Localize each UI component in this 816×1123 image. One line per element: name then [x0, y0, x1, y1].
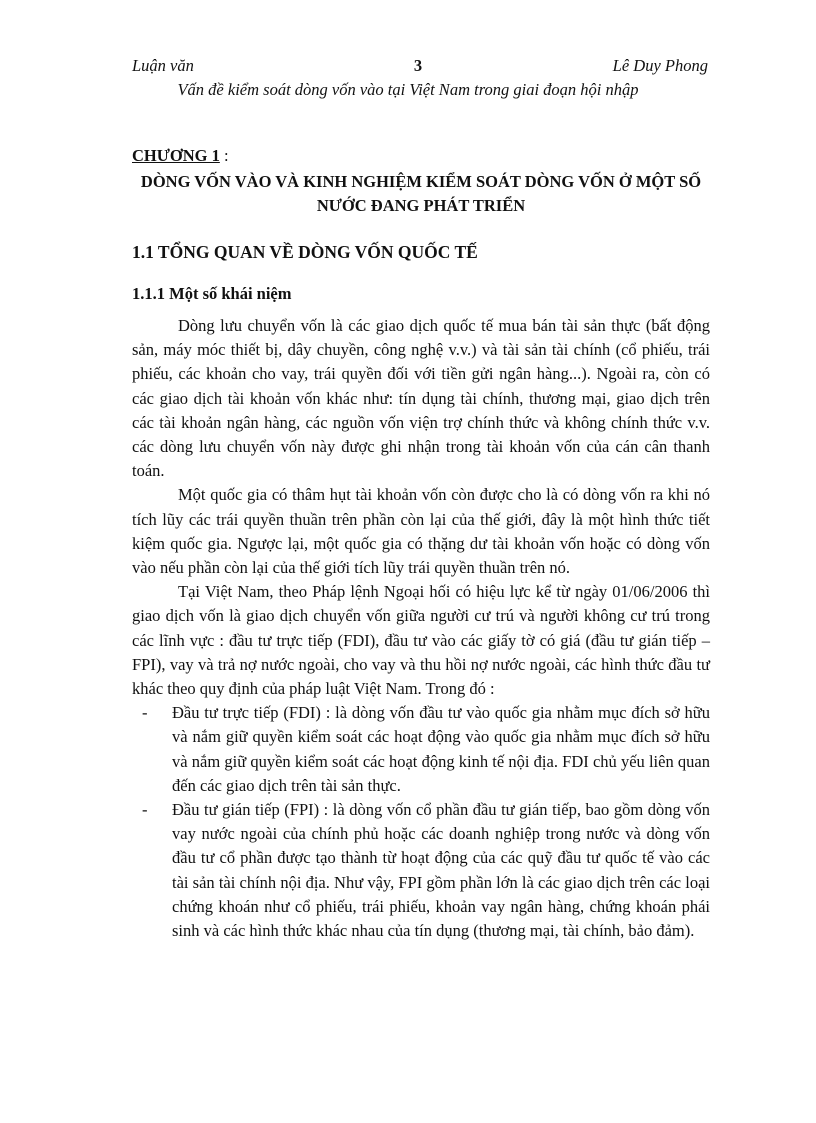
bullet-item-fdi: [132, 701, 710, 798]
header-subtitle: Vấn đề kiểm soát dòng vốn vào tại Việt Nam trong giai đoạn hội nhập: [177, 80, 639, 99]
header-author: Lê Duy Phong: [612, 56, 708, 75]
header-thesis-label: Luận văn: [132, 56, 194, 75]
bullet-item-fpi: [132, 798, 710, 943]
paragraph: Dòng lưu chuyển vốn là các giao dịch quốc tế mua bán tài sản thực (bất động sản, máy móc thiết bị, dây chuyền, công nghệ v.v.) và tài sản tài chính (cổ phiếu, trái phiếu, các khoản cho vay, trái quyền đối với tiền gửi ngân hàng...). Ngoài ra, còn có các giao dịch tài khoản vốn khác như: tín dụng tài chính, thương mại, giao dịch trên các tài khoản ngân hàng, các nguồn vốn viện trợ chính thức và không chính thức v.v. các dòng lưu chuyển vốn này được ghi nhận trong tài khoản vốn của cán cân thanh toán.: [132, 316, 710, 481]
bullet-text: Đầu tư gián tiếp (FPI) : là dòng vốn cổ phần đầu tư gián tiếp, bao gồm dòng vốn vay nước ngoài của chính phủ hoặc các doanh nghiệp trong nước và dòng vốn đầu tư cổ phần được tạo thành từ hoạt động của các quỹ đầu tư quốc tế vào các tài sản tài chính nội địa. Như vậy, FPI gồm phần lớn là các giao dịch trên các loại chứng khoán như cổ phiếu, trái phiếu, khoản vay ngân hàng, chứng khoán phái sinh và các hình thức khác nhau của tín dụng (thương mại, tài chính, bảo đảm).: [172, 800, 710, 941]
body-text: [132, 314, 710, 943]
bullet-text: Đầu tư trực tiếp (FDI) : là dòng vốn đầu tư vào quốc gia nhằm mục đích sở hữu và nắm giữ quyền kiểm soát các hoạt động vào quốc gia nhằm mục đích sở hữu và nắm giữ quyền kiểm soát các hoạt động kinh tế nội địa. FDI chủ yếu liên quan đến các giao dịch trên tài sản thực.: [172, 703, 710, 795]
chapter-title: DÒNG VỐN VÀO VÀ KINH NGHIỆM KIỂM SOÁT DÒNG VỐN Ở MỘT SỐ NƯỚC ĐANG PHÁT TRIỂN: [140, 172, 702, 215]
bullet-dash: -: [142, 800, 148, 820]
section-heading: 1.1 TỔNG QUAN VỀ DÒNG VỐN QUỐC TẾ: [132, 242, 478, 262]
page-number: 3: [413, 56, 423, 75]
bullet-dash: -: [142, 703, 148, 723]
paragraph: Một quốc gia có thâm hụt tài khoản vốn còn được cho là có dòng vốn ra khi nó tích lũy các trái quyền thuần trên phần còn lại của thế giới, đây là một hình thức tiết kiệm quốc gia. Ngược lại, một quốc gia có thặng dư tài khoản vốn hoặc có dòng vốn vào nếu phần còn lại của thế giới tích lũy trái quyền thuần trên nó.: [132, 485, 710, 578]
subsection-heading: 1.1.1 Một số khái niệm: [132, 284, 292, 303]
chapter-label: CHƯƠNG 1: [132, 146, 220, 165]
bullet-list: [132, 701, 710, 943]
chapter-separator: :: [219, 146, 229, 165]
paragraph: Tại Việt Nam, theo Pháp lệnh Ngoại hối có hiệu lực kể từ ngày 01/06/2006 thì giao dịch vốn là giao dịch chuyển vốn giữa người cư trú và người không cư trú trong các lĩnh vực : đầu tư trực tiếp (FDI), đầu tư vào các giấy tờ có giá (đầu tư gián tiếp –FPI), vay và trả nợ nước ngoài, cho vay và thu hồi nợ nước ngoài, các hình thức đầu tư khác theo quy định của pháp luật Việt Nam. Trong đó :: [132, 582, 710, 699]
chapter-label-line: [132, 146, 229, 166]
